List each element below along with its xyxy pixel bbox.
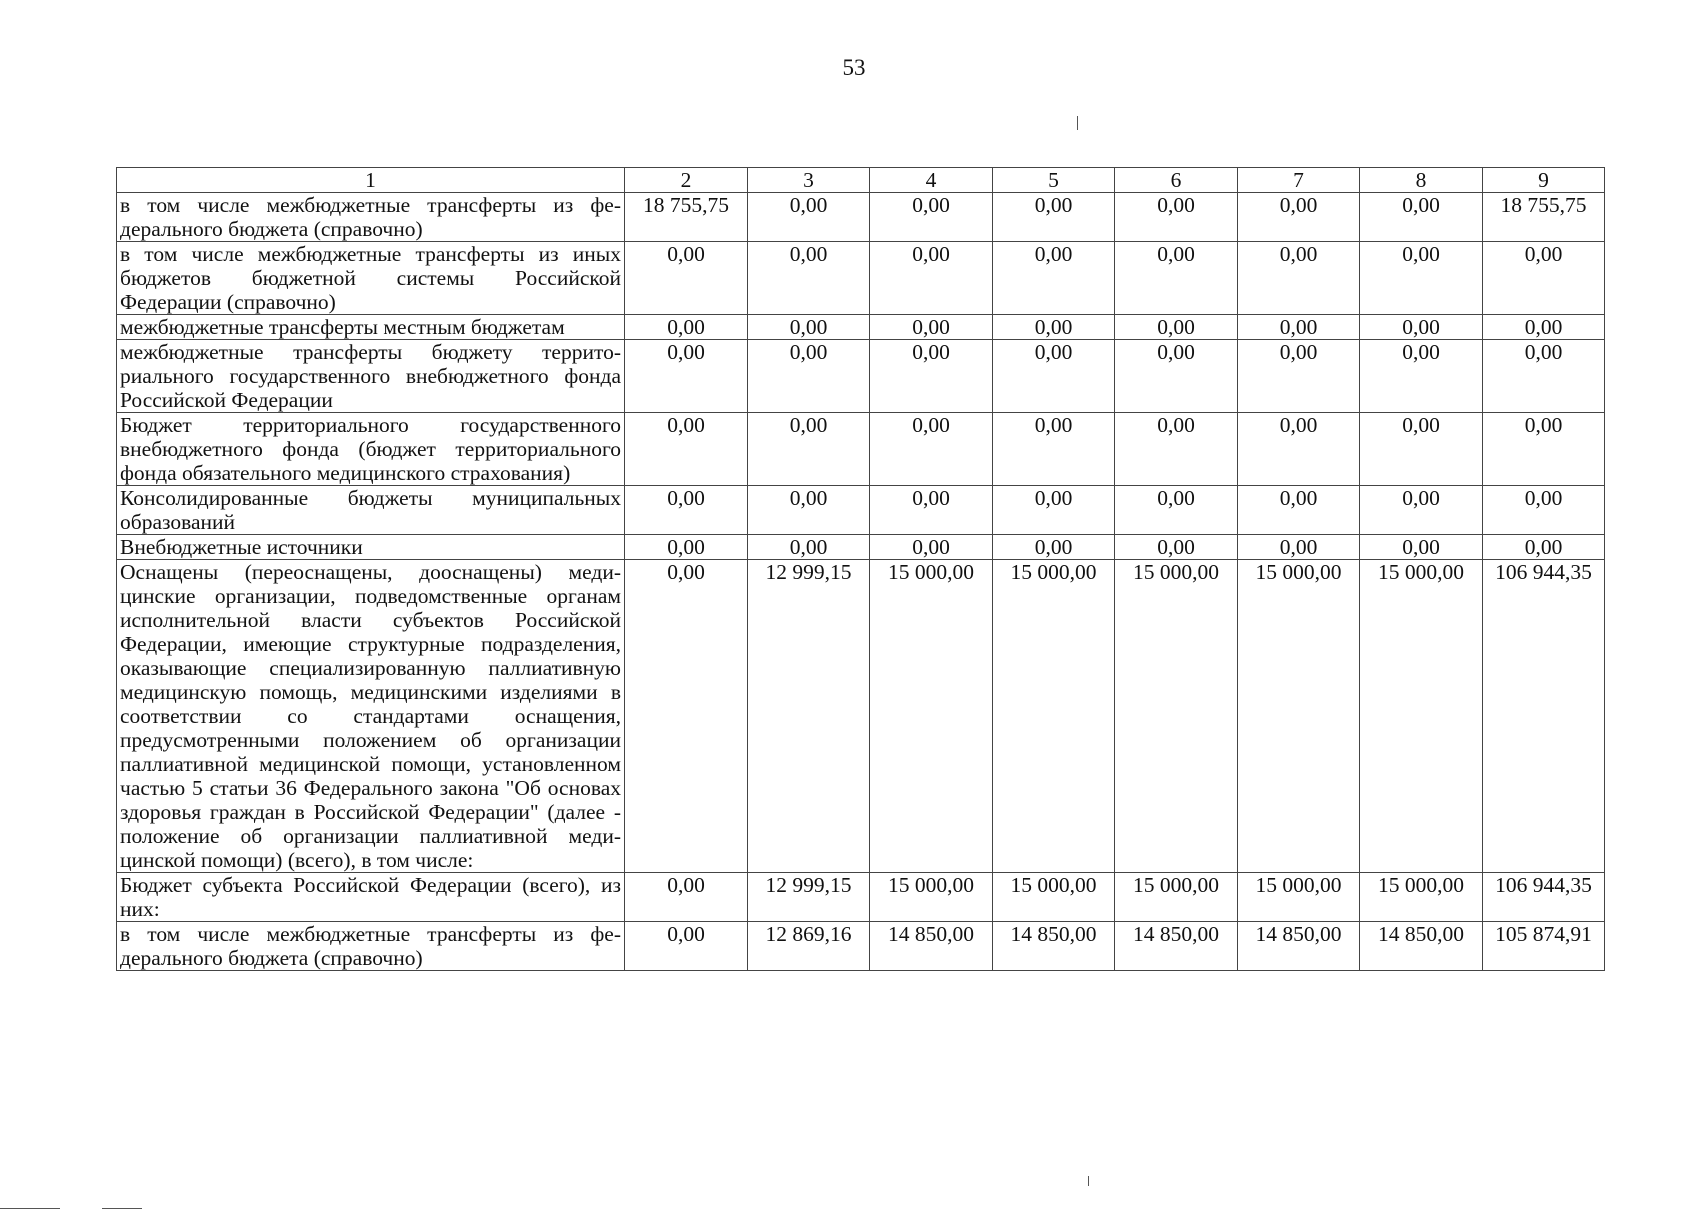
table-cell: 0,00 (748, 193, 870, 242)
table-cell: 0,00 (993, 535, 1115, 560)
table-cell: 0,00 (1238, 486, 1360, 535)
table-cell: 0,00 (1483, 315, 1605, 340)
table-cell: 0,00 (625, 535, 748, 560)
table-cell: 0,00 (625, 486, 748, 535)
table-cell: 0,00 (870, 193, 993, 242)
table-cell: 12 999,15 (748, 560, 870, 873)
table-cell: 0,00 (870, 535, 993, 560)
row-label: Консолидированные бюджеты муниципальных образований (117, 486, 625, 535)
table-cell: 0,00 (1238, 340, 1360, 413)
row-label: Внебюджетные источники (117, 535, 625, 560)
table-cell: 0,00 (1360, 242, 1483, 315)
table-cell: 15 000,00 (1115, 873, 1238, 922)
table-cell: 0,00 (1360, 535, 1483, 560)
table-cell: 0,00 (748, 242, 870, 315)
table-cell: 0,00 (1238, 315, 1360, 340)
table-cell: 0,00 (1115, 535, 1238, 560)
column-header: 7 (1238, 168, 1360, 193)
table-cell: 0,00 (1115, 315, 1238, 340)
table-cell: 0,00 (1360, 486, 1483, 535)
table-cell: 0,00 (1360, 193, 1483, 242)
table-cell: 0,00 (1483, 486, 1605, 535)
row-label: Оснащены (переоснащены, дооснащены) медицинские организации, подведомственные органам исполнительной власти субъектов Российской Федерации, имеющие структурные подразделения, оказывающие специализированную паллиативную медицинскую помощь, медицинскими изделиями в соответствии со стандартами оснащения, предусмотренными положением об организации паллиативной медицинской помощи, установленном частью 5 статьи 36 Федерального закона "Об основах здоровья граждан в Российской Федерации" (далее - положение об организации паллиативной медицинской помощи) (всего), в том числе: (117, 560, 625, 873)
table-cell: 0,00 (1238, 242, 1360, 315)
table-cell: 0,00 (1115, 193, 1238, 242)
table-row (117, 560, 1605, 873)
column-header: 3 (748, 168, 870, 193)
scan-mark (1077, 116, 1078, 130)
table-cell: 0,00 (993, 193, 1115, 242)
table-cell: 15 000,00 (1238, 560, 1360, 873)
budget-table (116, 167, 1605, 971)
column-header: 2 (625, 168, 748, 193)
table-cell: 0,00 (1360, 315, 1483, 340)
table-row (117, 922, 1605, 971)
table-cell: 15 000,00 (870, 873, 993, 922)
scan-mark (1088, 1176, 1089, 1186)
column-header: 5 (993, 168, 1115, 193)
table-cell: 0,00 (870, 486, 993, 535)
table-cell: 0,00 (748, 340, 870, 413)
table-cell: 0,00 (748, 535, 870, 560)
table-cell: 0,00 (870, 413, 993, 486)
column-header: 6 (1115, 168, 1238, 193)
table-cell: 0,00 (1483, 340, 1605, 413)
table-cell: 0,00 (993, 242, 1115, 315)
table-cell: 0,00 (993, 486, 1115, 535)
table-cell: 15 000,00 (993, 560, 1115, 873)
table-cell: 15 000,00 (870, 560, 993, 873)
table-cell: 15 000,00 (1238, 873, 1360, 922)
table-cell: 0,00 (870, 340, 993, 413)
table-cell: 0,00 (1115, 340, 1238, 413)
table-cell: 0,00 (625, 873, 748, 922)
table-cell: 0,00 (625, 315, 748, 340)
page-number: 53 (842, 55, 866, 80)
table-cell: 0,00 (1238, 413, 1360, 486)
table-cell: 18 755,75 (1483, 193, 1605, 242)
table-cell: 0,00 (625, 413, 748, 486)
table-cell: 15 000,00 (1360, 873, 1483, 922)
table-cell: 0,00 (870, 242, 993, 315)
table-row (117, 486, 1605, 535)
table-cell: 0,00 (1115, 413, 1238, 486)
column-header: 8 (1360, 168, 1483, 193)
table-cell: 0,00 (748, 413, 870, 486)
column-header: 1 (117, 168, 625, 193)
table-row (117, 535, 1605, 560)
table-cell: 0,00 (870, 315, 993, 340)
table-cell: 106 944,35 (1483, 560, 1605, 873)
table-cell: 0,00 (1483, 242, 1605, 315)
table-row (117, 242, 1605, 315)
row-label: в том числе межбюджетные трансферты из федерального бюджета (справочно) (117, 922, 625, 971)
column-header: 9 (1483, 168, 1605, 193)
table-cell: 0,00 (993, 315, 1115, 340)
table-row (117, 340, 1605, 413)
table-cell: 18 755,75 (625, 193, 748, 242)
table-cell: 0,00 (748, 486, 870, 535)
table-cell: 106 944,35 (1483, 873, 1605, 922)
table-cell: 14 850,00 (1115, 922, 1238, 971)
table-cell: 0,00 (1238, 535, 1360, 560)
table-cell: 0,00 (625, 922, 748, 971)
table-cell: 0,00 (625, 340, 748, 413)
table-cell: 14 850,00 (870, 922, 993, 971)
table-cell: 0,00 (1360, 413, 1483, 486)
table-cell: 0,00 (1483, 535, 1605, 560)
table-row (117, 413, 1605, 486)
table-cell: 0,00 (1483, 413, 1605, 486)
row-label: Бюджет территориального государственного внебюджетного фонда (бюджет территориального фонда обязательного медицинского страхования) (117, 413, 625, 486)
table-cell: 0,00 (1115, 486, 1238, 535)
table-cell: 15 000,00 (1115, 560, 1238, 873)
row-label: межбюджетные трансферты бюджету территориального государственного внебюджетного фонда Российской Федерации (117, 340, 625, 413)
column-header: 4 (870, 168, 993, 193)
table-cell: 0,00 (625, 560, 748, 873)
table-cell: 0,00 (993, 413, 1115, 486)
table-cell: 12 999,15 (748, 873, 870, 922)
row-label: Бюджет субъекта Российской Федерации (всего), из них: (117, 873, 625, 922)
table-cell: 0,00 (993, 340, 1115, 413)
table-cell: 105 874,91 (1483, 922, 1605, 971)
table-cell: 15 000,00 (993, 873, 1115, 922)
table-cell: 14 850,00 (993, 922, 1115, 971)
table-cell: 0,00 (1238, 193, 1360, 242)
row-label: в том числе межбюджетные трансферты из федерального бюджета (справочно) (117, 193, 625, 242)
table-cell: 0,00 (1115, 242, 1238, 315)
row-label: межбюджетные трансферты местным бюджетам (117, 315, 625, 340)
table-cell: 0,00 (625, 242, 748, 315)
table-cell: 14 850,00 (1360, 922, 1483, 971)
table-header-row (117, 168, 1605, 193)
table-row (117, 193, 1605, 242)
table-cell: 12 869,16 (748, 922, 870, 971)
row-label: в том числе межбюджетные трансферты из иных бюджетов бюджетной системы Российской Федерации (справочно) (117, 242, 625, 315)
table-row (117, 315, 1605, 340)
table-row (117, 873, 1605, 922)
table-cell: 0,00 (1360, 340, 1483, 413)
table-cell: 0,00 (748, 315, 870, 340)
table-cell: 15 000,00 (1360, 560, 1483, 873)
table-cell: 14 850,00 (1238, 922, 1360, 971)
